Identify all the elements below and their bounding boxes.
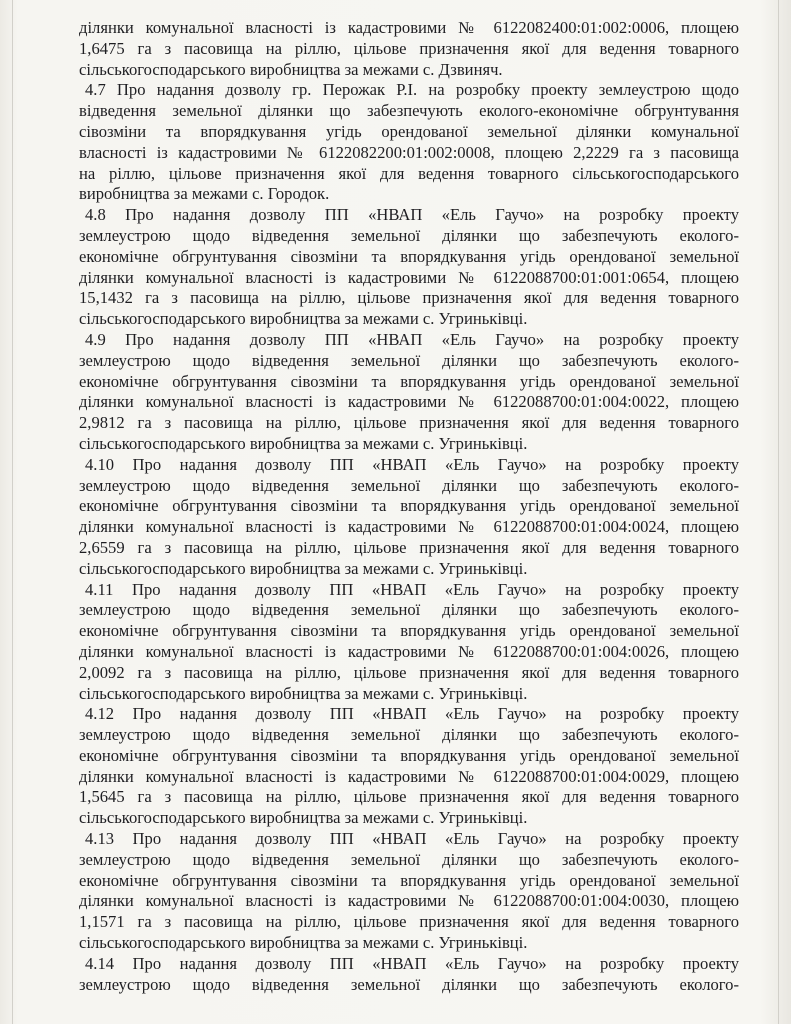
item-line: землеустрою щодо відведення земельної ділянки що забезпечують еколого- xyxy=(79,974,739,994)
item-4-14 xyxy=(79,954,739,996)
item-4-11 xyxy=(79,580,739,705)
item-4-13 xyxy=(79,829,739,954)
item-line: 4.9 Про надання дозволу ПП «НВАП «Ель Гаучо» на розробку проекту xyxy=(85,329,739,349)
item-line: економічне обгрунтування сівозміни та впорядкування угідь орендованої земельної xyxy=(79,870,739,890)
intro-line: 1,6475 га з пасовища на ріллю, цільове призначення якої для ведення товарного xyxy=(79,38,739,58)
item-line: 2,9812 га з пасовища на ріллю, цільове призначення якої для ведення товарного xyxy=(79,413,739,433)
item-4-7 xyxy=(79,80,739,205)
item-line: економічне обгрунтування сівозміни та впорядкування угідь орендованої земельної xyxy=(79,745,739,765)
item-line: економічне обгрунтування сівозміни та впорядкування угідь орендованої земельної xyxy=(79,496,739,516)
item-line: 4.12 Про надання дозволу ПП «НВАП «Ель Гаучо» на розробку проекту xyxy=(85,704,739,724)
item-line: економічне обгрунтування сівозміни та впорядкування угідь орендованої земельної xyxy=(79,371,739,391)
item-line: 2,0092 га з пасовища на ріллю, цільове призначення якої для ведення товарного xyxy=(79,662,739,682)
item-line: сільськогосподарського виробництва за межами с. Угриньківці. xyxy=(79,433,528,453)
item-line: землеустрою щодо відведення земельної ділянки що забезпечують еколого- xyxy=(79,350,739,370)
item-line: економічне обгрунтування сівозміни та впорядкування угідь орендованої земельної xyxy=(79,246,739,266)
item-line: 4.10 Про надання дозволу ПП «НВАП «Ель Гаучо» на розробку проекту xyxy=(85,454,739,474)
item-line: землеустрою щодо відведення земельної ділянки що забезпечують еколого- xyxy=(79,725,739,745)
item-line: 4.14 Про надання дозволу ПП «НВАП «Ель Гаучо» на розробку проекту xyxy=(85,953,739,973)
item-line: 15,1432 га з пасовища на ріллю, цільове призначення якої для ведення товарного xyxy=(79,288,739,308)
item-line: ділянки комунальної власності із кадастровими № 6122088700:01:004:0022, площею xyxy=(79,392,739,412)
item-line: сільськогосподарського виробництва за межами с. Угриньківці. xyxy=(79,933,528,953)
intro-line: ділянки комунальної власності із кадастровими № 6122082400:01:002:0006, площею xyxy=(79,18,739,37)
item-line: 1,1571 га з пасовища на ріллю, цільове призначення якої для ведення товарного xyxy=(79,912,739,932)
item-line: 4.7 Про надання дозволу гр. Перожак Р.І. на розробку проекту землеустрою щодо xyxy=(85,80,739,100)
item-line: землеустрою щодо відведення земельної ділянки що забезпечують еколого- xyxy=(79,475,739,495)
item-line: ділянки комунальної власності із кадастровими № 6122088700:01:004:0026, площею xyxy=(79,641,739,661)
item-line: ділянки комунальної власності із кадастровими № 6122088700:01:001:0654, площею xyxy=(79,267,739,287)
item-line: сільськогосподарського виробництва за межами с. Угриньківці. xyxy=(79,309,528,329)
item-line: 4.8 Про надання дозволу ПП «НВАП «Ель Гаучо» на розробку проекту xyxy=(85,205,739,225)
item-line: економічне обгрунтування сівозміни та впорядкування угідь орендованої земельної xyxy=(79,621,739,641)
item-line: ділянки комунальної власності із кадастровими № 6122088700:01:004:0024, площею xyxy=(79,517,739,537)
right-scan-edge xyxy=(778,0,779,1024)
item-line: на ріллю, цільове призначення якої для ведення товарного сільськогосподарського xyxy=(79,163,739,183)
item-4-12 xyxy=(79,704,739,829)
item-4-9 xyxy=(79,330,739,455)
item-line: сільськогосподарського виробництва за межами с. Угриньківці. xyxy=(79,558,528,578)
document-body xyxy=(79,18,739,995)
item-line: 2,6559 га з пасовища на ріллю, цільове призначення якої для ведення товарного xyxy=(79,537,739,557)
item-4-8 xyxy=(79,205,739,330)
item-line: виробництва за межами с. Городок. xyxy=(79,184,330,204)
intro-line: сільськогосподарського виробництва за межами с. Дзвиняч. xyxy=(79,59,503,79)
item-line: 4.11 Про надання дозволу ПП «НВАП «Ель Гаучо» на розробку проекту xyxy=(85,579,739,599)
item-line: 1,5645 га з пасовища на ріллю, цільове призначення якої для ведення товарного xyxy=(79,787,739,807)
intro-paragraph xyxy=(79,18,739,80)
item-line: сільськогосподарського виробництва за межами с. Угриньківці. xyxy=(79,683,528,703)
item-line: сільськогосподарського виробництва за межами с. Угриньківці. xyxy=(79,808,528,828)
item-line: землеустрою щодо відведення земельної ділянки що забезпечують еколого- xyxy=(79,849,739,869)
item-line: ділянки комунальної власності із кадастровими № 6122088700:01:004:0030, площею xyxy=(79,891,739,911)
item-line: землеустрою щодо відведення земельної ділянки що забезпечують еколого- xyxy=(79,225,739,245)
item-line: відведення земельної ділянки що забезпечують еколого-економічне обгрунтування xyxy=(79,101,739,121)
left-scan-edge xyxy=(12,0,13,1024)
item-line: сівозміни та впорядкування угідь орендованої земельної ділянки комунальної xyxy=(79,121,739,141)
item-line: землеустрою щодо відведення земельної ділянки що забезпечують еколого- xyxy=(79,600,739,620)
item-line: 4.13 Про надання дозволу ПП «НВАП «Ель Гаучо» на розробку проекту xyxy=(85,829,739,849)
item-line: ділянки комунальної власності із кадастровими № 6122088700:01:004:0029, площею xyxy=(79,766,739,786)
item-line: власності із кадастровими № 6122082200:01:002:0008, площею 2,2229 га з пасовища xyxy=(79,142,739,162)
item-4-10 xyxy=(79,455,739,580)
